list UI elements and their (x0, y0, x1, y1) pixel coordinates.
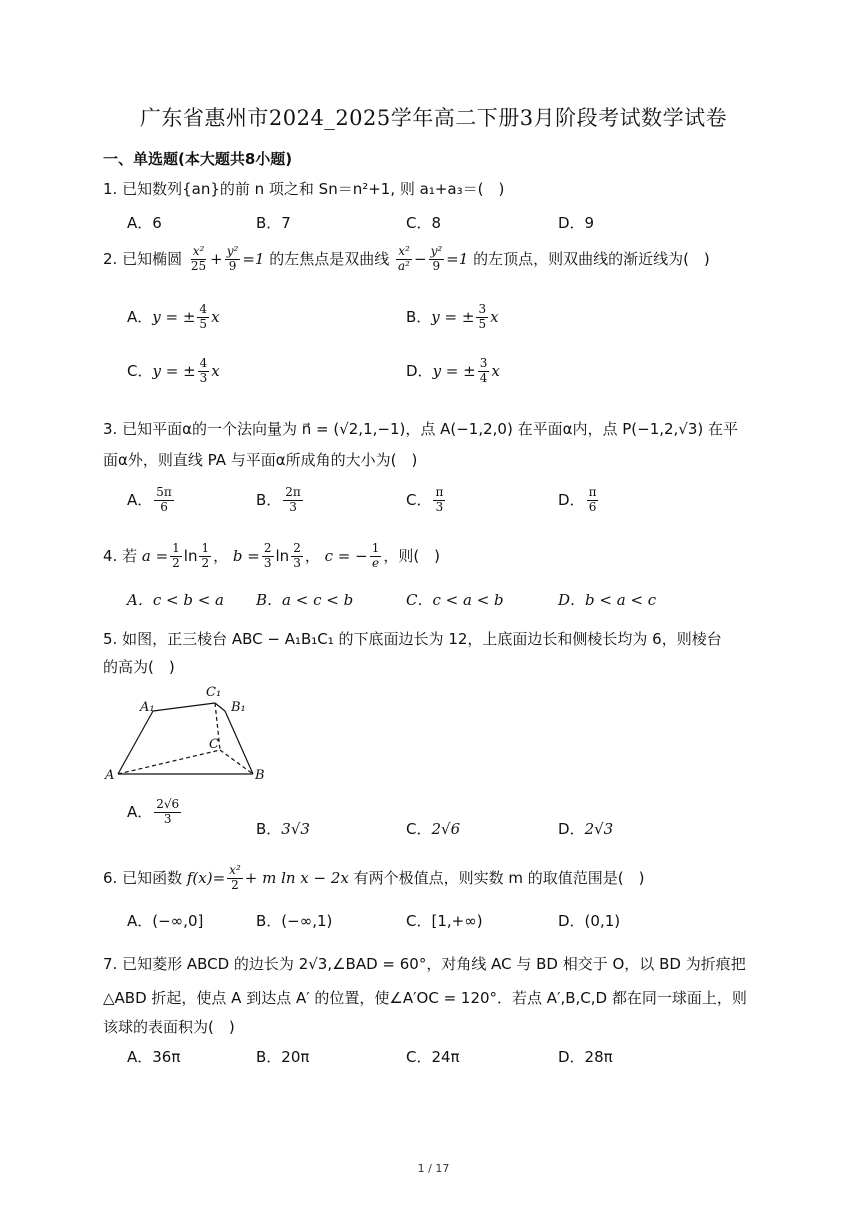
q7-option-a: A．36π (127, 1048, 181, 1066)
hyperbola-x-term: $\frac{\text{x²}}{\text{a²}}$ (398, 244, 410, 273)
q4-option-a: A．c < b < a (127, 591, 224, 609)
q4-option-b: B．a < c < b (256, 591, 354, 609)
edge-a1c1 (153, 703, 215, 711)
q2-stem: 2. 已知椭圆 $\frac{\text{x²}}{25}$ + $\frac{\text{y²}}{9}$ =1 的左焦点是双曲线 $\frac{\text{x²}}{\text{a²}}$ − $\frac{\text{y²}}{9}$ =1 的左顶点，则双曲线的渐近线为( ) (103, 244, 710, 273)
q1-stem: 1. 已知数列{an}的前 n 项之和 Sn＝n²+1, 则 a₁+a₃＝( ) (103, 180, 505, 198)
label-b: B (255, 768, 265, 783)
q6-option-b: B．(−∞,1) (256, 912, 333, 930)
q3-stem-line1: 3. 已知平面α的一个法向量为 n⃗ = (√2,1,−1)，点 A(−1,2,0) 在平面α内，点 P(−1,2,√3) 在平 (103, 420, 739, 438)
q3-stem-line2: 面α外，则直线 PA 与平面α所成角的大小为( ) (103, 451, 418, 469)
page-title: 广东省惠州市2024_2025学年高二下册3月阶段考试数学试卷 (139, 106, 728, 130)
q5-option-c: C．2√6 (406, 820, 461, 838)
edge-c1b1 (215, 703, 225, 711)
q5-option-d: D．2√3 (558, 820, 614, 838)
q3-option-c: C． $\frac{\pi}{3}$ (406, 485, 444, 514)
q3-option-d: D． $\frac{\pi}{6}$ (558, 485, 597, 514)
q4-option-d: D．b < a < c (558, 591, 657, 609)
q6-option-d: D．(0,1) (558, 912, 621, 930)
q5-option-b: B．3√3 (256, 820, 310, 838)
label-a1: A₁ (140, 700, 155, 715)
q2-prefix: 2. 已知椭圆 (103, 249, 183, 268)
label-c: C (209, 737, 219, 752)
hyperbola-y-term: $\frac{\text{y²}}{9}$ (430, 244, 443, 273)
q5-stem-line1: 5. 如图，正三棱台 ABC − A₁B₁C₁ 的下底面边长为 12，上底面边长和侧棱长均为 6，则棱台 (103, 630, 722, 648)
q5-stem-line2: 的高为( ) (103, 658, 175, 676)
q7-stem-line2: △ABD 折起，使点 A 到达点 A′ 的位置，使∠A′OC = 120°．若点 A′,B,C,D 都在同一球面上，则 (103, 989, 747, 1007)
q1-option-c: C．8 (406, 214, 442, 232)
q4-stem: 4. 若 a = $\frac{1}{2}$ ln $\frac{1}{2}$ ， b = $\frac{2}{3}$ ln $\frac{2}{3}$ ， c = − $\frac{1}{e}$ ，则( ) (103, 541, 441, 570)
q6-option-a: A．(−∞,0] (127, 912, 204, 930)
label-c1: C₁ (206, 685, 222, 700)
label-b1: B₁ (231, 700, 246, 715)
ellipse-y-term: $\frac{\text{y²}}{9}$ (226, 244, 239, 273)
q2-option-b: B．y = ± $\frac{3}{5}$ x (406, 302, 499, 331)
q6-stem: 6. 已知函数 f(x)= $\frac{\text{x²}}{2}$ + m ln x − 2x 有两个极值点，则实数 m 的取值范围是( ) (103, 863, 645, 892)
q1-option-a: A．6 (127, 214, 162, 232)
q7-stem-line3: 该球的表面积为( ) (103, 1018, 235, 1036)
q1-option-d: D．9 (558, 214, 595, 232)
q2-option-c: C．y = ± $\frac{4}{3}$ x (127, 356, 220, 385)
edge-a1a (118, 711, 153, 774)
q7-stem-line1: 7. 已知菱形 ABCD 的边长为 2√3,∠BAD = 60°，对角线 AC 与 BD 相交于 O，以 BD 为折痕把 (103, 955, 746, 973)
q4-option-c: C．c < a < b (406, 591, 504, 609)
ellipse-x-term: $\frac{\text{x²}}{25}$ (190, 244, 207, 273)
section-heading: 一、单选题(本大题共8小题) (103, 150, 293, 168)
q3-option-b: B． $\frac{2\pi}{3}$ (256, 485, 301, 514)
q7-option-b: B．20π (256, 1048, 310, 1066)
q5-option-a: A． $\frac{2√6}{3}$ (127, 797, 180, 826)
q6-option-c: C．[1,+∞) (406, 912, 483, 930)
page-number: 1 / 17 (417, 1162, 450, 1175)
q2-option-a: A．y = ± $\frac{4}{5}$ x (127, 302, 220, 331)
q2-option-d: D．y = ± $\frac{3}{4}$ x (406, 356, 500, 385)
frustum-figure (103, 684, 273, 784)
q3-option-a: A． $\frac{5\pi}{6}$ (127, 485, 172, 514)
q1-option-b: B．7 (256, 214, 291, 232)
label-a: A (105, 768, 115, 783)
q2-suffix: 的左顶点，则双曲线的渐近线为( ) (473, 249, 710, 268)
q2-middle: 的左焦点是双曲线 (269, 249, 390, 268)
q7-option-d: D．28π (558, 1048, 613, 1066)
edge-ac-hidden (118, 750, 220, 774)
q7-option-c: C．24π (406, 1048, 460, 1066)
